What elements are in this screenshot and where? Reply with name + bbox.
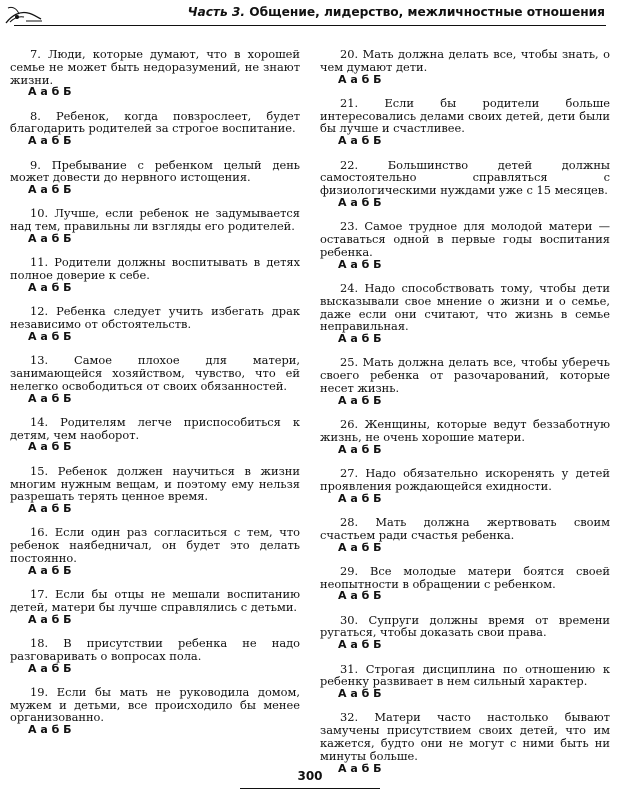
answer-options: А а б Б bbox=[28, 391, 72, 405]
right-column bbox=[320, 48, 610, 786]
questionnaire-item bbox=[10, 159, 300, 197]
answer-options: А а б Б bbox=[338, 761, 382, 775]
answer-options: А а б Б bbox=[338, 442, 382, 456]
item-statement: 13. Самое плохое для матери, занимающейся хозяйством, чувство, что ей нелегко освободиться от своих обязанностей. bbox=[10, 353, 300, 393]
questionnaire-item bbox=[320, 565, 610, 603]
questionnaire-item bbox=[10, 588, 300, 626]
answer-options: А а б Б bbox=[338, 332, 382, 346]
left-column bbox=[10, 48, 300, 748]
item-statement: 32. Матери часто настолько бывают замучены присутствием своих детей, что им кажется, будто они не могут с ними быть ни минуты больше. bbox=[320, 710, 610, 763]
item-statement: 26. Женщины, которые ведут беззаботную жизнь, не очень хорошие матери. bbox=[320, 417, 610, 444]
questionnaire-item bbox=[10, 465, 300, 516]
item-statement: 7. Люди, которые думают, что в хорошей семье не может быть недоразумений, не знают жизни. bbox=[10, 47, 300, 87]
answer-options: А а б Б bbox=[28, 723, 72, 737]
item-statement: 10. Лучше, если ребенок не задумывается над тем, правильны ли взгляды его родителей. bbox=[10, 206, 300, 234]
item-statement: 19. Если бы мать не руководила домом, мужем и детьми, все происходило бы менее организованно. bbox=[10, 684, 300, 725]
answer-options: А а б Б bbox=[28, 661, 72, 675]
questionnaire-item bbox=[320, 356, 610, 407]
page-number: 300 bbox=[297, 769, 323, 783]
item-statement: 25. Мать должна делать все, чтобы уберечь своего ребенка от разочарований, которые несет жизнь. bbox=[320, 355, 610, 396]
answer-options: А а б Б bbox=[338, 589, 382, 603]
answer-options: А а б Б bbox=[28, 329, 72, 343]
item-statement: 31. Строгая дисциплина по отношению к ребенку развивает в нем сильный характер. bbox=[320, 661, 610, 689]
questionnaire-item bbox=[10, 526, 300, 577]
answer-options: А а б Б bbox=[338, 687, 382, 701]
item-statement: 9. Пребывание с ребенком целый день может довести до нервного истощения. bbox=[10, 157, 300, 185]
item-statement: 20. Мать должна делать все, чтобы знать, о чем думают дети. bbox=[320, 47, 610, 74]
footer-rule bbox=[240, 788, 380, 789]
answer-options: А а б Б bbox=[28, 280, 72, 294]
questionnaire-item bbox=[10, 207, 300, 245]
questionnaire-item bbox=[10, 354, 300, 405]
answer-options: А а б Б bbox=[338, 638, 382, 652]
item-statement: 17. Если бы отцы не мешали воспитанию детей, матери бы лучше справлялись с детьми. bbox=[10, 587, 300, 614]
item-statement: 16. Если один раз согласиться с тем, что ребенок наябедничал, он будет это делать постоянно. bbox=[10, 525, 300, 565]
header-rule bbox=[14, 25, 606, 26]
answer-options: А а б Б bbox=[28, 232, 72, 246]
questionnaire-item bbox=[320, 467, 610, 505]
questionnaire-item bbox=[320, 516, 610, 554]
questionnaire-item bbox=[320, 159, 610, 210]
questionnaire-item bbox=[320, 220, 610, 271]
answer-options: А а б Б bbox=[28, 612, 72, 626]
item-statement: 12. Ребенка следует учить избегать драк независимо от обстоятельств. bbox=[10, 304, 300, 332]
answer-options: А а б Б bbox=[28, 183, 72, 197]
answer-options: А а б Б bbox=[338, 72, 382, 86]
item-statement: 23. Самое трудное для молодой матери — оставаться одной в первые годы воспитания ребенка. bbox=[320, 219, 610, 259]
item-statement: 29. Все молодые матери боятся своей неопытности в обращении с ребенком. bbox=[320, 563, 610, 591]
questionnaire-item bbox=[320, 48, 610, 86]
item-statement: 15. Ребенок должен научиться в жизни многим нужным вещам, и поэтому ему нельзя разрешать терять ценное время. bbox=[10, 463, 300, 504]
item-statement: 30. Супруги должны время от времени ругаться, чтобы доказать свои права. bbox=[320, 612, 610, 640]
item-statement: 22. Большинство детей должны самостоятельно справляться с физиологическими нуждами уже с 15 месяцев. bbox=[320, 157, 610, 198]
answer-options: А а б Б bbox=[338, 491, 382, 505]
answer-options: А а б Б bbox=[28, 85, 72, 99]
questionnaire-item bbox=[10, 110, 300, 148]
item-statement: 8. Ребенок, когда повзрослеет, будет благодарить родителей за строгое воспитание. bbox=[10, 108, 300, 136]
questionnaire-item bbox=[10, 256, 300, 294]
item-statement: 11. Родители должны воспитывать в детях полное доверие к себе. bbox=[10, 255, 300, 283]
answer-options: А а б Б bbox=[28, 440, 72, 454]
questionnaire-item bbox=[320, 97, 610, 148]
answer-options: А а б Б bbox=[338, 257, 382, 271]
questionnaire-item bbox=[10, 305, 300, 343]
questionnaire-item bbox=[320, 282, 610, 346]
header-title-text: Общение, лидерство, межличностные отношения bbox=[249, 5, 605, 19]
questionnaire-item bbox=[10, 48, 300, 99]
header-part-label: Часть 3. bbox=[187, 5, 246, 19]
item-statement: 24. Надо способствовать тому, чтобы дети высказывали свое мнение о жизни и о семье, даже если они считают, что жизнь в семье неправильная. bbox=[320, 280, 610, 334]
questionnaire-item bbox=[320, 663, 610, 701]
answer-options: А а б Б bbox=[338, 393, 382, 407]
questionnaire-item bbox=[10, 416, 300, 454]
answer-options: А а б Б bbox=[338, 195, 382, 209]
answer-options: А а б Б bbox=[28, 502, 72, 516]
answer-options: А а б Б bbox=[28, 134, 72, 148]
item-statement: 27. Надо обязательно искоренять у детей проявления рождающейся ехидности. bbox=[320, 466, 610, 493]
questionnaire-item bbox=[10, 637, 300, 675]
answer-options: А а б Б bbox=[338, 540, 382, 554]
item-statement: 14. Родителям легче приспособиться к детям, чем наоборот. bbox=[10, 414, 300, 442]
hand-quill-icon bbox=[4, 2, 44, 26]
questionnaire-item bbox=[320, 614, 610, 652]
page-header bbox=[0, 0, 620, 30]
questionnaire-item bbox=[320, 711, 610, 775]
questionnaire-item bbox=[10, 686, 300, 737]
answer-options: А а б Б bbox=[338, 134, 382, 148]
answer-options: А а б Б bbox=[28, 563, 72, 577]
header-title bbox=[188, 5, 605, 19]
item-statement: 21. Если бы родители больше интересовались делами своих детей, дети были бы лучше и счастливее. bbox=[320, 95, 610, 136]
item-statement: 18. В присутствии ребенка не надо разговаривать о вопросах пола. bbox=[10, 635, 300, 663]
questionnaire-item bbox=[320, 418, 610, 456]
item-statement: 28. Мать должна жертвовать своим счастьем ради счастья ребенка. bbox=[320, 514, 610, 542]
